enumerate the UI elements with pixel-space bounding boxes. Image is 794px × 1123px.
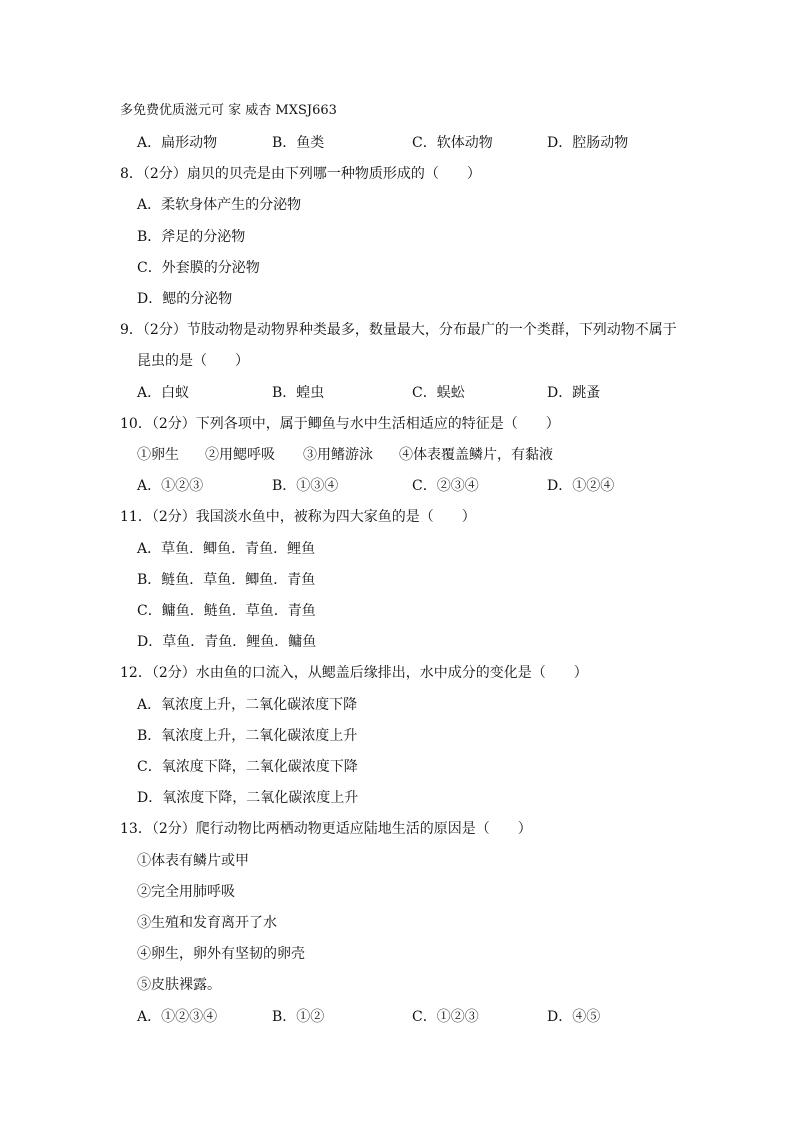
q8-stem: 8．（2分）扇贝的贝壳是由下列哪一种物质形成的（ ）	[120, 166, 481, 182]
q12-option-a: A．氧浓度上升，二氧化碳浓度下降	[137, 697, 358, 713]
q7-options	[137, 133, 737, 153]
q13-option-c: C．①②③	[412, 1009, 479, 1025]
q11-option-c: C．鳙鱼．鲢鱼．草鱼．青鱼	[137, 603, 316, 619]
q9-option-d: D．跳蚤	[547, 385, 601, 401]
q9-stem-line2: 昆虫的是（ ）	[137, 353, 249, 369]
q12-option-b: B．氧浓度上升，二氧化碳浓度上升	[137, 728, 358, 744]
q10-options	[137, 476, 737, 496]
q12-option-d: D．氧浓度下降，二氧化碳浓度上升	[137, 790, 359, 806]
q10-option-d: D．①②④	[547, 478, 615, 494]
q13-stem: 13．（2分）爬行动物比两栖动物更适应陆地生活的原因是（ ）	[120, 821, 532, 837]
q12-stem: 12．（2分）水由鱼的口流入，从鳃盖后缘排出，水中成分的变化是（ ）	[120, 665, 588, 681]
q13-item-5: ⑤皮肤裸露。	[137, 977, 221, 993]
q13-item-2: ②完全用肺呼吸	[137, 884, 235, 900]
q13-options	[137, 1007, 737, 1027]
q11-option-b: B．鲢鱼．草鱼．鲫鱼．青鱼	[137, 572, 316, 588]
q11-option-d: D．草鱼．青鱼．鲤鱼．鳙鱼	[137, 634, 317, 650]
q13-option-a: A．①②③④	[137, 1009, 218, 1025]
q10-item-2: ②用鳃呼吸	[205, 447, 275, 463]
q7-option-c: C．软体动物	[412, 135, 493, 151]
q7-option-b: B．鱼类	[272, 135, 325, 151]
q11-option-a: A．草鱼．鲫鱼．青鱼．鲤鱼	[137, 541, 316, 557]
q13-option-d: D．④⑤	[547, 1009, 601, 1025]
q12-option-c: C．氧浓度下降，二氧化碳浓度下降	[137, 759, 358, 775]
q9-option-c: C．蜈蚣	[412, 385, 465, 401]
q13-item-1: ①体表有鳞片或甲	[137, 853, 249, 869]
q7-option-d: D．腔肠动物	[547, 135, 629, 151]
q9-option-b: B．蝗虫	[272, 385, 325, 401]
q11-stem: 11．（2分）我国淡水鱼中，被称为四大家鱼的是（ ）	[120, 509, 476, 525]
q10-stem: 10．（2分）下列各项中，属于鲫鱼与水中生活相适应的特征是（ ）	[120, 416, 560, 432]
q13-item-4: ④卵生，卵外有坚韧的卵壳	[137, 946, 305, 962]
q9-option-a: A．白蚁	[137, 385, 190, 401]
q7-option-a: A．扁形动物	[137, 135, 218, 151]
q10-item-4: ④体表覆盖鳞片，有黏液	[399, 447, 553, 463]
q10-option-c: C．②③④	[412, 478, 479, 494]
q10-items	[137, 445, 737, 465]
q13-option-b: B．①②	[272, 1009, 325, 1025]
q10-option-b: B．①③④	[272, 478, 339, 494]
q8-option-a: A．柔软身体产生的分泌物	[137, 197, 302, 213]
q8-option-c: C．外套膜的分泌物	[137, 260, 260, 276]
q10-option-a: A．①②③	[137, 478, 204, 494]
q13-item-3: ③生殖和发育离开了水	[137, 915, 277, 931]
q9-stem-line1: 9．（2分）节肢动物是动物界种类最多，数量最大，分布最广的一个类群，下列动物不属于	[120, 322, 677, 338]
q8-option-d: D．鳃的分泌物	[137, 291, 233, 307]
q9-options	[137, 383, 737, 403]
q8-option-b: B．斧足的分泌物	[137, 229, 246, 245]
page-header: 多免费优质滋元可 家 威杏 MXSJ663	[120, 103, 337, 118]
q10-item-3: ③用鳍游泳	[303, 447, 373, 463]
q10-item-1: ①卵生	[137, 447, 179, 463]
